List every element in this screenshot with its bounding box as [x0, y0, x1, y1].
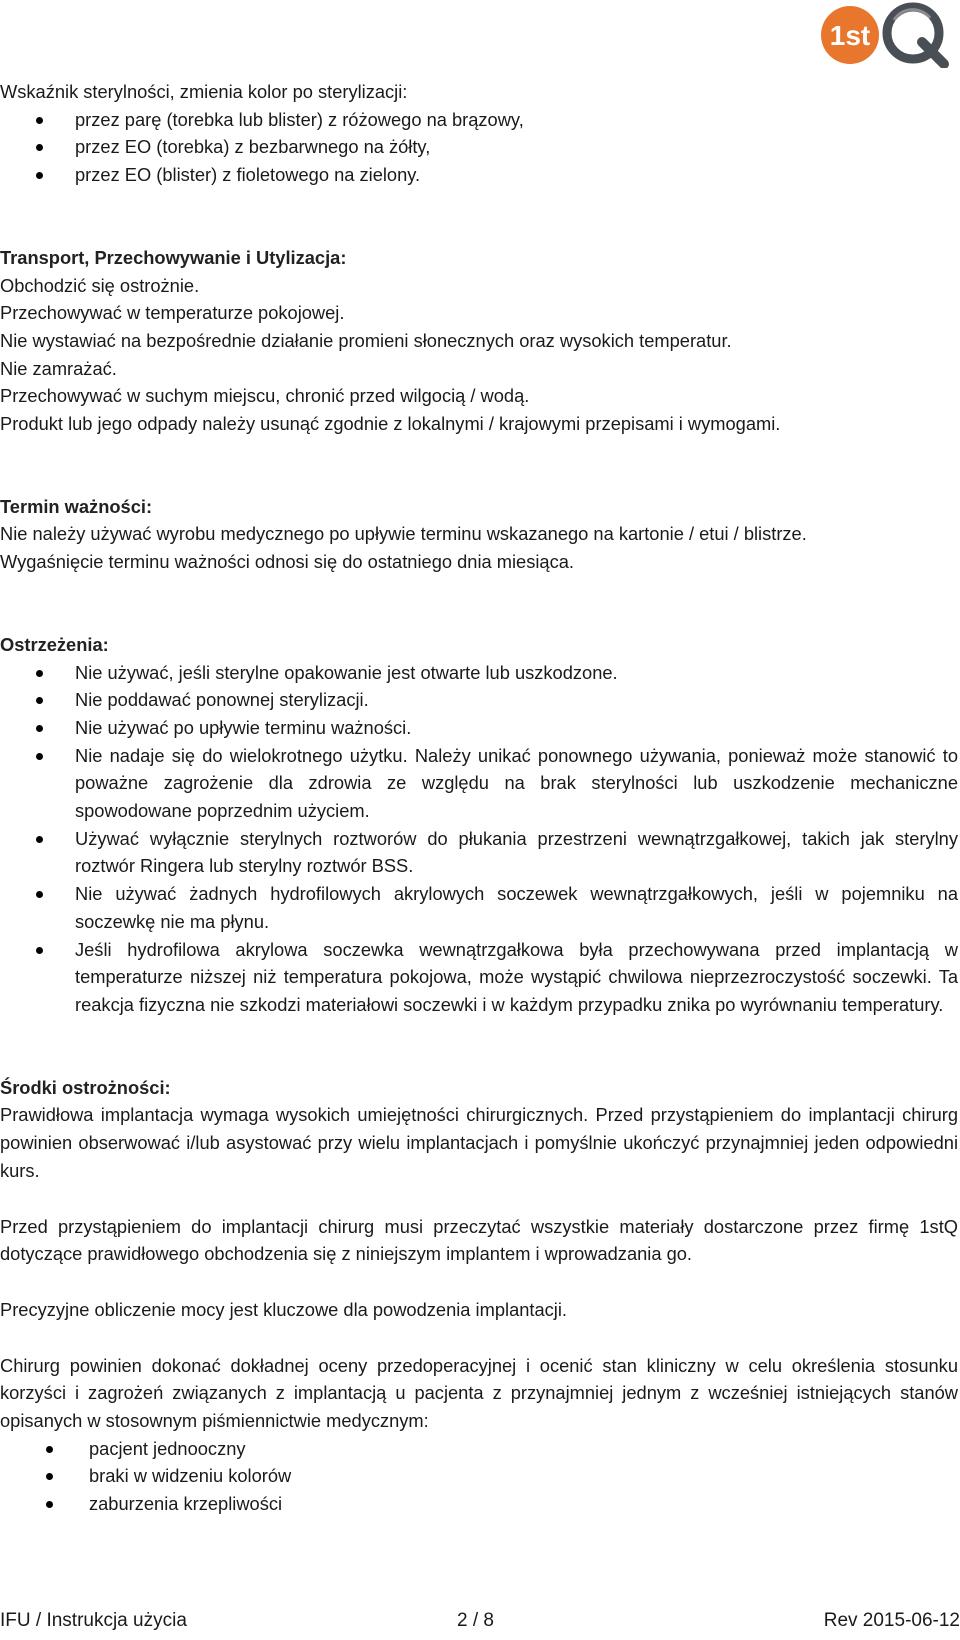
- transport-line: Przechowywać w suchym miejscu, chronić przed wilgocią / wodą.: [0, 385, 530, 407]
- precautions-heading: Środki ostrożności:: [0, 1076, 171, 1098]
- footer-revision: Rev 2015-06-12: [823, 1610, 960, 1631]
- list-item: Jeśli hydrofilowa akrylowa soczewka wewnątrzgałkowa była przechowywana przed implantacją w temperaturze niższej niż temperatura pokojowa, może wystąpić chwilowa nieprzezroczystość soczewki. Ta reakcja fizyczna nie szkodzi materiałowi soczewki i w każdym przypadku znika po wyrównaniu temperatury.: [0, 936, 958, 1019]
- page-footer: [0, 1606, 960, 1636]
- transport-line: Obchodzić się ostrożnie.: [0, 274, 200, 296]
- list-item: braki w widzeniu kolorów: [0, 1462, 958, 1490]
- transport-heading: Transport, Przechowywanie i Utylizacja:: [0, 246, 347, 268]
- list-item: przez EO (torebka) z bezbarwnego na żółty,: [0, 133, 958, 161]
- transport-line: Nie wystawiać na bezpośrednie działanie promieni słonecznych oraz wysokich temperatur.: [0, 329, 732, 351]
- sterility-intro: Wskaźnik sterylności, zmienia kolor po sterylizacji:: [0, 81, 408, 102]
- list-item: Nie nadaje się do wielokrotnego użytku. Należy unikać ponownego używania, ponieważ może stanowić to poważne zagrożenie dla zdrowia ze względu na brak sterylności lub uszkodzenie mechaniczne spowodowane poprzednim użyciem.: [0, 742, 958, 825]
- document-body: [0, 78, 958, 1518]
- expiry-line: Nie należy używać wyrobu medycznego po upływie terminu wskazanego na kartonie / etui / blistrze.: [0, 523, 807, 545]
- expiry-heading: Termin ważności:: [0, 495, 153, 517]
- warnings-list: [0, 659, 958, 1019]
- precautions-paragraph: Precyzyjne obliczenie mocy jest kluczowe dla powodzenia implantacji.: [0, 1298, 567, 1320]
- precautions-paragraph: Chirurg powinien dokonać dokładnej oceny przedoperacyjnej i ocenić stan kliniczny w celu określenia stosunku korzyści i zagrożeń związanych z implantacją u pacjenta z przynajmniej jednym z wcześniej istniejących stanów opisanych w stosownym piśmiennictwie medycznym:: [0, 1354, 958, 1432]
- list-item: Nie używać po upływie terminu ważności.: [0, 714, 958, 742]
- precautions-paragraph: Przed przystąpieniem do implantacji chirurg musi przeczytać wszystkie materiały dostarczone przez firmę 1stQ dotyczące prawidłowego obchodzenia się z niniejszym implantem i wprowadzania go.: [0, 1215, 958, 1265]
- sterility-list: [0, 106, 958, 189]
- list-item: Nie poddawać ponownej sterylizacji.: [0, 686, 958, 714]
- list-item: Używać wyłącznie sterylnych roztworów do płukania przestrzeni wewnątrzgałkowej, takich jak sterylny roztwór Ringera lub sterylny roztwór BSS.: [0, 825, 958, 880]
- list-item: Nie używać żadnych hydrofilowych akrylowych soczewek wewnątrzgałkowych, jeśli w pojemniku na soczewkę nie ma płynu.: [0, 880, 958, 935]
- list-item: Nie używać, jeśli sterylne opakowanie jest otwarte lub uszkodzone.: [0, 659, 958, 687]
- footer-document-title: IFU / Instrukcja użycia: [0, 1610, 187, 1631]
- list-item: przez parę (torebka lub blister) z różowego na brązowy,: [0, 106, 958, 134]
- transport-line: Przechowywać w temperaturze pokojowej.: [0, 302, 345, 324]
- conditions-list: [0, 1435, 958, 1518]
- footer-page-number: 2 / 8: [457, 1610, 494, 1631]
- warnings-heading: Ostrzeżenia:: [0, 633, 109, 655]
- list-item: zaburzenia krzepliwości: [0, 1490, 958, 1518]
- transport-line: Nie zamrażać.: [0, 357, 117, 379]
- transport-line: Produkt lub jego odpady należy usunąć zgodnie z lokalnymi / krajowymi przepisami i wymogami.: [0, 413, 781, 435]
- list-item: pacjent jednooczny: [0, 1435, 958, 1463]
- company-logo: [818, 2, 950, 68]
- logo-text: 1st: [829, 20, 871, 51]
- expiry-line: Wygaśnięcie terminu ważności odnosi się do ostatniego dnia miesiąca.: [0, 551, 574, 573]
- precautions-paragraph: Prawidłowa implantacja wymaga wysokich umiejętności chirurgicznych. Przed przystąpieniem do implantacji chirurg powinien obserwować i/lub asystować przy wielu implantacjach i pomyślnie ukończyć przynajmniej jeden odpowiedni kurs.: [0, 1104, 958, 1181]
- list-item: przez EO (blister) z fioletowego na zielony.: [0, 161, 958, 189]
